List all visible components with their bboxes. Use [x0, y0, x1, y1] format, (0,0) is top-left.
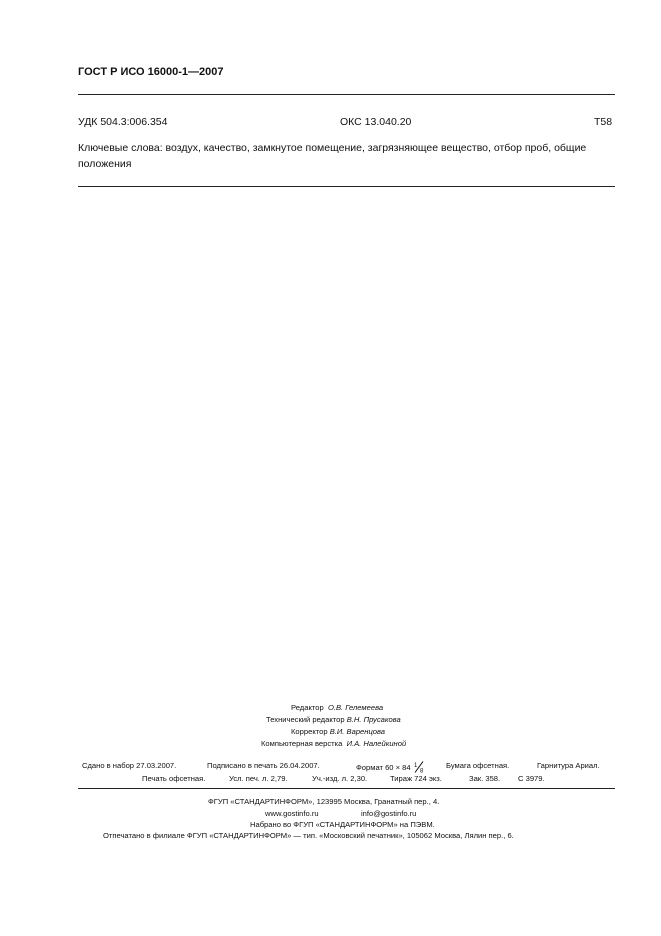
- publisher-printed: Отпечатано в филиале ФГУП «СТАНДАРТИНФОРМ» — тип. «Московский печатник», 105062 Москва, Лялин пер., 6.: [103, 831, 514, 840]
- credit-editor: [291, 702, 383, 714]
- publisher-typeset: Набрано во ФГУП «СТАНДАРТИНФОРМ» на ПЭВМ.: [250, 820, 435, 829]
- print-code: С 3979.: [518, 774, 545, 783]
- oks-code: ОКС 13.040.20: [340, 116, 412, 128]
- credit-layout: [261, 738, 406, 750]
- group-code: Т58: [594, 116, 613, 128]
- publisher-site-link[interactable]: www.gostinfo.ru: [265, 809, 319, 818]
- credit-corrector-name: В.И. Варенцова: [329, 727, 386, 736]
- credit-tech-editor-name: В.Н. Прусакова: [346, 715, 401, 724]
- print-pub-sheets: Уч.-изд. л. 2,30.: [312, 774, 368, 783]
- print-signed: Подписано в печать 26.04.2007.: [207, 761, 320, 770]
- credit-tech-editor-label: Технический редактор: [266, 715, 345, 724]
- print-order: Зак. 358.: [469, 774, 501, 783]
- fraction-denominator: 8: [419, 768, 424, 773]
- top-rule: [78, 94, 615, 95]
- print-sheets: Усл. печ. л. 2,79.: [229, 774, 288, 783]
- keywords-block: [78, 140, 615, 172]
- print-format: [356, 761, 425, 772]
- credit-layout-name: И.А. Налейкиной: [346, 739, 407, 748]
- print-format-text: Формат 60 × 84: [356, 763, 411, 772]
- credit-editor-name: О.В. Гелемеева: [327, 703, 384, 712]
- format-fraction: [413, 761, 425, 772]
- credit-corrector: [291, 726, 385, 738]
- keywords-line-1: Ключевые слова: воздух, качество, замкнутое помещение, загрязняющее вещество, отбор проб, общие: [78, 142, 587, 154]
- print-paper: Бумага офсетная.: [446, 761, 510, 770]
- fraction-slash-icon: [413, 761, 425, 773]
- publisher-email-link[interactable]: info@gostinfo.ru: [361, 809, 417, 818]
- standard-designation: ГОСТ Р ИСО 16000-1—2007: [78, 66, 224, 78]
- udk-code: УДК 504.3:006.354: [78, 116, 168, 128]
- fraction-numerator: 1: [413, 763, 418, 769]
- bottom-rule: [78, 788, 615, 789]
- print-method: Печать офсетная.: [142, 774, 206, 783]
- keywords-rule: [78, 186, 615, 187]
- print-font: Гарнитура Ариал.: [537, 761, 600, 770]
- credit-tech-editor: [266, 714, 401, 726]
- print-run: Тираж 724 экз.: [390, 774, 442, 783]
- credit-editor-label: Редактор: [291, 703, 324, 712]
- publisher-address: ФГУП «СТАНДАРТИНФОРМ», 123995 Москва, Гранатный пер., 4.: [208, 797, 440, 806]
- credit-corrector-label: Корректор: [291, 727, 328, 736]
- credit-layout-label: Компьютерная верстка: [261, 739, 343, 748]
- keywords-line-2: положения: [78, 158, 132, 170]
- print-sent: Сдано в набор 27.03.2007.: [82, 761, 177, 770]
